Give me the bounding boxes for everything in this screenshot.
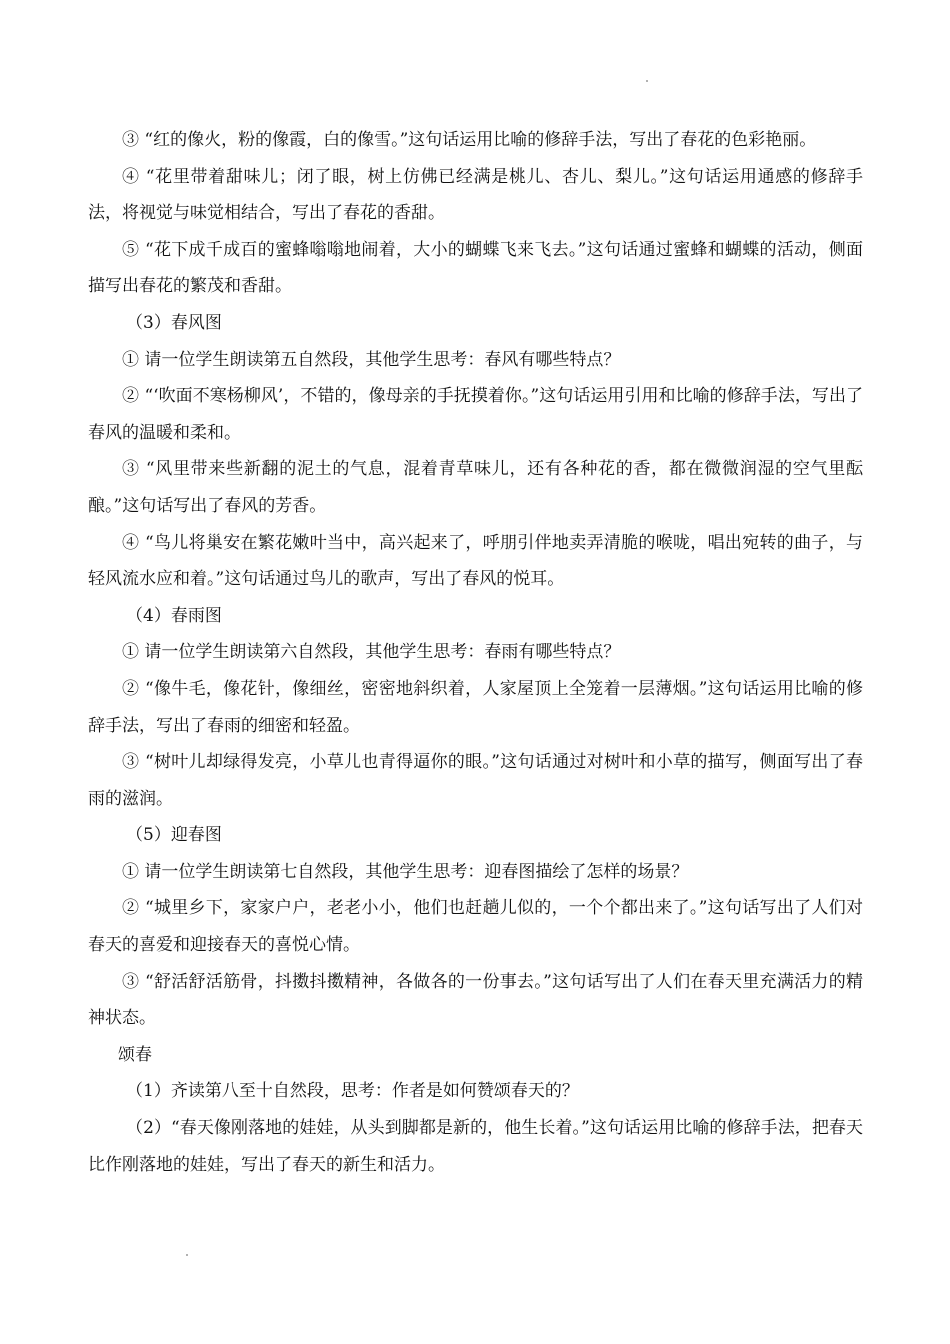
paragraph-spring-wind-2: ② “‘吹面不寒杨柳风’，不错的，像母亲的手抚摸着你。”这句话运用引用和比喻的修辞手法，写出了春风的温暖和柔和。	[88, 386, 863, 443]
paragraph-spring-rain-3: ③ “树叶儿却绿得发亮，小草儿也青得逼你的眼。”这句话通过对树叶和小草的描写，侧面写出了春雨的滋润。	[88, 752, 863, 809]
paragraph-spring-wind-3: ③ “风里带来些新翻的泥土的气息，混着青草味儿，还有各种花的香，都在微微润湿的空气里酝酿。”这句话写出了春风的芳香。	[88, 459, 863, 516]
paragraph-praise-spring-1: （1）齐读第八至十自然段，思考：作者是如何赞颂春天的？	[126, 1081, 579, 1102]
paragraph-spring-wind-1: ① 请一位学生朗读第五自然段，其他学生思考：春风有哪些特点？	[122, 349, 621, 370]
paragraph-spring-flower-3: ③ “红的像火，粉的像霞，白的像雪。”这句话运用比喻的修辞手法，写出了春花的色彩艳丽。	[122, 130, 817, 150]
paragraph-welcome-spring-1: ① 请一位学生朗读第七自然段，其他学生思考：迎春图描绘了怎样的场景？	[122, 861, 689, 882]
paragraph-welcome-spring-2: ② “城里乡下，家家户户，老老小小，他们也赶趟儿似的，一个个都出来了。”这句话写出了人们对春天的喜爱和迎接春天的喜悦心情。	[88, 898, 863, 956]
paragraph-praise-spring-2: （2）“春天像刚落地的娃娃，从头到脚都是新的，他生长着。”这句话运用比喻的修辞手法，把春天比作刚落地的娃娃，写出了春天的新生和活力。	[88, 1118, 863, 1175]
heading-spring-rain: （4）春雨图	[126, 605, 222, 626]
paragraph-spring-flower-4: ④ “花里带着甜味儿；闭了眼，树上仿佛已经满是桃儿、杏儿、梨儿。”这句话运用通感的修辞手法，将视觉与味觉相结合，写出了春花的香甜。	[88, 166, 863, 224]
paragraph-spring-wind-4: ④ “鸟儿将巢安在繁花嫩叶当中，高兴起来了，呼朋引伴地卖弄清脆的喉咙，唱出宛转的曲子，与轻风流水应和着。”这句话通过鸟儿的歌声，写出了春风的悦耳。	[88, 532, 863, 590]
heading-spring-wind: （3）春风图	[126, 312, 222, 333]
paragraph-spring-rain-1: ① 请一位学生朗读第六自然段，其他学生思考：春雨有哪些特点？	[122, 642, 621, 663]
paragraph-spring-flower-5: ⑤ “花下成千成百的蜜蜂嗡嗡地闹着，大小的蝴蝶飞来飞去。”这句话通过蜜蜂和蝴蝶的活动，侧面描写出春花的繁茂和香甜。	[88, 239, 863, 297]
paragraph-spring-rain-2: ② “像牛毛，像花针，像细丝，密密地斜织着，人家屋顶上全笼着一层薄烟。”这句话运用比喻的修辞手法，写出了春雨的细密和轻盈。	[88, 678, 863, 736]
scan-speck-bottom	[186, 1254, 188, 1256]
paragraph-welcome-spring-3: ③ “舒活舒活筋骨，抖擞抖擞精神，各做各的一份事去。”这句话写出了人们在春天里充满活力的精神状态。	[88, 971, 863, 1029]
document-body	[88, 122, 863, 1183]
heading-welcome-spring: （5）迎春图	[126, 825, 222, 846]
scan-speck-top	[646, 80, 648, 82]
section-title-praise-spring: 颂春	[118, 1044, 152, 1065]
